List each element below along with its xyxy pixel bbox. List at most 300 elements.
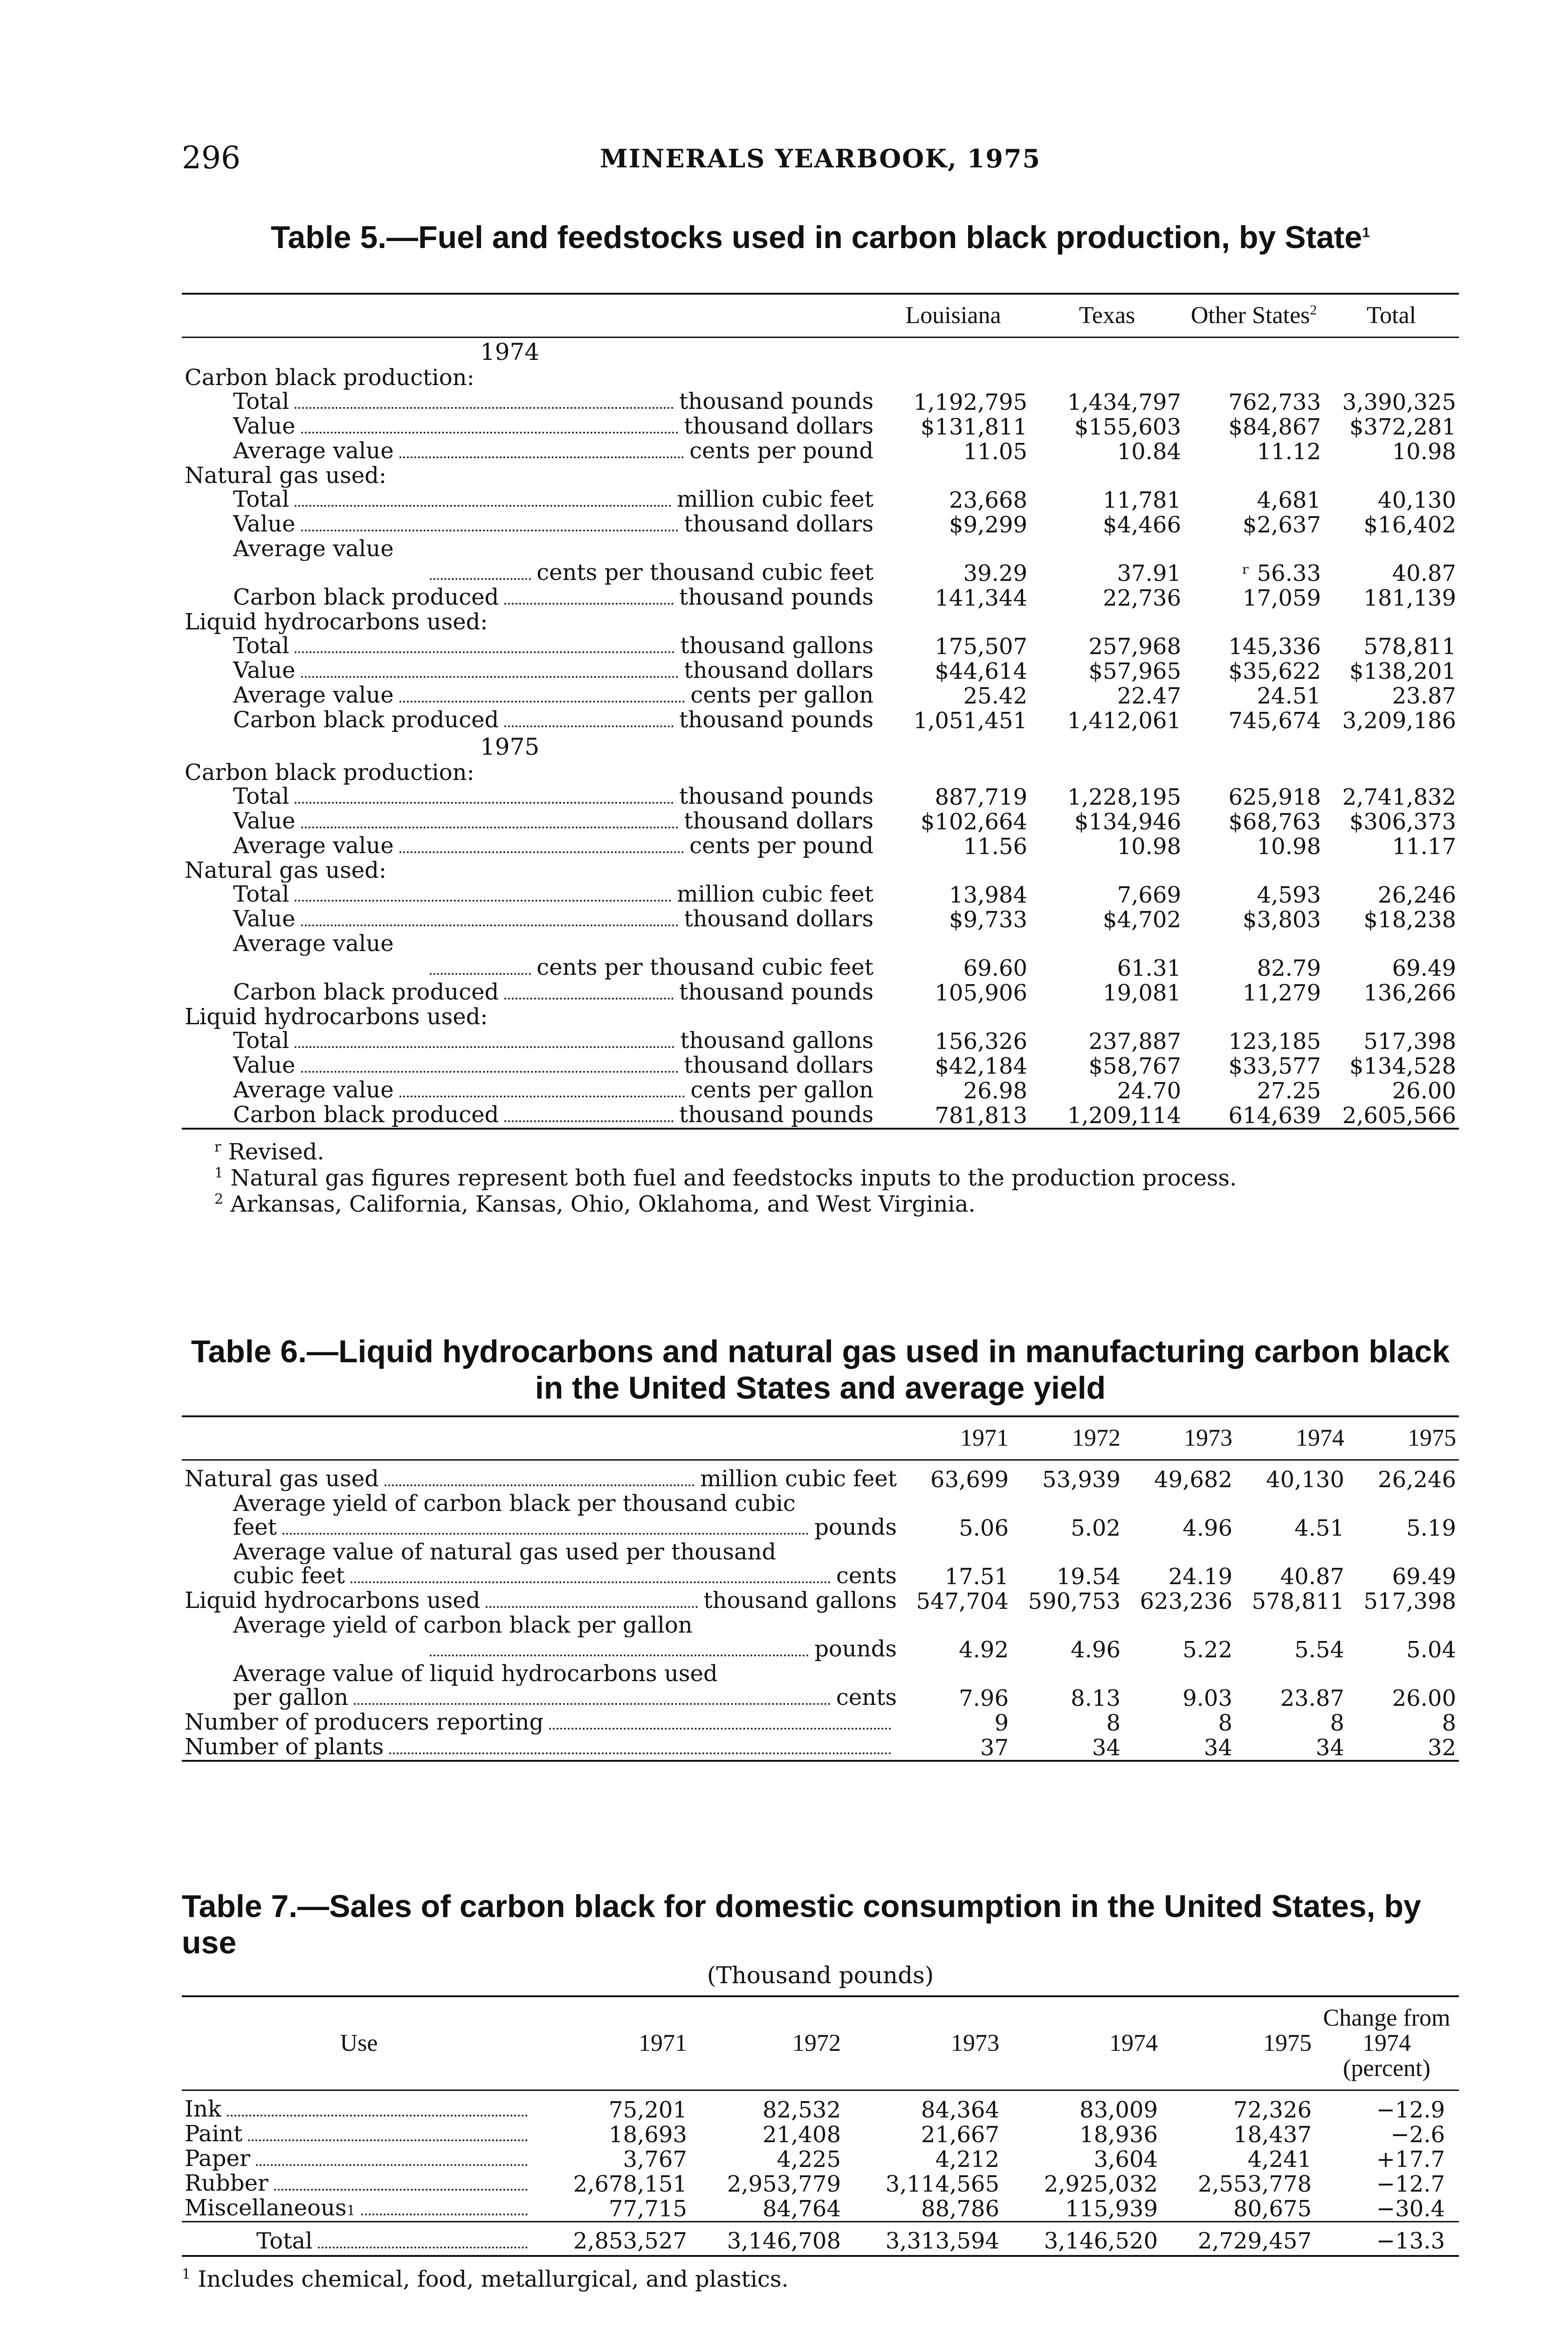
table-row [182,1516,1459,1540]
table-cell: 69.49 [1392,1564,1456,1590]
row-label-text: Natural gas used [185,1466,379,1492]
table-cell: 17.51 [944,1564,1009,1590]
footnote: $^2$ Arkansas, California, Kansas, Ohio, Oklahoma, and West Virginia. [214,1191,976,1217]
table-cell: 34 [1204,1735,1232,1761]
leader-dots [385,1484,695,1486]
column-header: 1972 [1072,1425,1121,1451]
table-7-header-row [182,1996,1459,2090]
table-cell: 4.92 [959,1637,1009,1663]
leader-dots [227,2115,528,2117]
row-label [182,610,876,634]
table-row [182,537,1459,561]
table-cell [1324,537,1459,561]
table-cell: 623,236 [1140,1588,1232,1614]
table-cell: 625,918 [1228,784,1321,810]
table-cell: $2,637 [1243,512,1321,538]
table-cell: 11,279 [1243,980,1321,1006]
row-label [182,859,876,883]
row-label [182,956,876,980]
row-label [182,488,876,512]
leader-dots [248,2139,528,2141]
table-cell: 5.19 [1406,1515,1456,1541]
table-cell [900,1492,1011,1516]
leader-dots [361,2214,528,2215]
table-cell: 257,968 [1088,634,1181,660]
table-cell: 4.51 [1294,1515,1344,1541]
table-cell: 4,681 [1257,487,1321,513]
table-row [182,1103,1459,1129]
row-label-text: Total [256,2228,313,2254]
table-cell [1184,859,1324,883]
leader-dots [504,603,674,605]
table-cell [1324,932,1459,956]
row-label-text: Value [233,414,296,439]
table-cell: −13.3 [1376,2228,1445,2254]
leader-dots [301,1071,679,1073]
row-label [182,1005,876,1029]
table-cell: 156,326 [935,1028,1027,1055]
row-label-text: Liquid hydrocarbons used: [185,610,488,634]
row-unit: thousand dollars [684,907,873,932]
table-cell: 1,209,114 [1067,1103,1181,1129]
table-cell [1324,1005,1459,1029]
row-unit: cents per pound [689,439,873,464]
table-5 [182,219,1459,1217]
table-row [182,512,1459,537]
table-cell: $44,614 [935,658,1027,684]
row-unit: cents per thousand cubic feet [536,561,873,586]
row-label-text: Paint [185,2122,243,2147]
table-cell: −12.7 [1376,2171,1445,2197]
leader-dots [295,505,671,507]
table-cell: 2,741,832 [1342,784,1456,810]
table-cell: 3,114,565 [885,2171,999,2197]
row-label [182,1029,876,1054]
row-label-text: Ink [185,2096,221,2122]
table-7-body [182,2090,1459,2256]
table-row [182,659,1459,683]
row-label-text: Average value [233,834,394,859]
row-label-text: Number of producers reporting [185,1710,544,1735]
column-header: 1971 [960,1425,1009,1451]
table-cell [1235,1662,1347,1686]
table-cell [1030,932,1184,956]
column-header: Other States$^2$ [1190,302,1317,329]
row-unit: thousand pounds [679,980,873,1005]
row-label-text: Carbon black produced [233,980,499,1005]
row-label-text: Value [233,907,296,932]
table-cell: 61.31 [1117,955,1181,981]
table-cell [1123,1492,1235,1516]
table-cell: 25.42 [963,683,1027,709]
row-label-text: Miscellaneous [185,2196,347,2221]
row-label [182,1637,900,1662]
table-cell: $18,238 [1363,907,1456,933]
table-cell [1123,1614,1235,1637]
table-cell: 40,130 [1266,1467,1344,1493]
leader-dots [504,998,674,1000]
table-row [182,439,1459,464]
table-cell: 3,767 [623,2146,687,2172]
total-row [182,2222,1459,2256]
table-cell: 26.00 [1392,1078,1456,1104]
table-cell: 84,764 [763,2196,841,2222]
table-cell: $155,603 [1074,414,1181,440]
table-cell: 3,313,594 [885,2228,999,2254]
table-cell: 175,507 [935,634,1027,660]
table-cell: 18,437 [1233,2122,1312,2148]
row-label-text: Average value [233,537,394,561]
row-unit: pounds [814,1516,897,1540]
table-row [182,761,1459,785]
table-row [182,2090,1459,2123]
page-header [182,140,1459,182]
table-cell: 4,241 [1247,2146,1312,2172]
table-cell [1184,761,1324,785]
column-header: 1975 [1408,1425,1456,1451]
table-row [182,464,1459,488]
year-label: 1975 [480,733,540,760]
table-cell: 745,674 [1228,708,1321,734]
table-cell: 26,246 [1378,1467,1456,1493]
table-7-subtitle: (Thousand pounds) [707,1962,934,1989]
row-unit: million cubic feet [677,883,873,907]
table-cell: −2.6 [1390,2122,1445,2148]
table-cell: 3,209,186 [1342,708,1456,734]
table-cell: 82.79 [1257,955,1321,981]
table-cell [1184,610,1324,634]
row-unit: cents per pound [689,834,873,859]
row-label-text: Carbon black produced [233,586,499,610]
leader-dots [399,851,684,853]
column-header: Change from 1974 (percent) [1323,2005,1451,2082]
row-label [182,439,876,464]
table-cell: 136,266 [1363,980,1456,1006]
table-cell: $102,664 [920,809,1027,835]
column-header: 1974 [1296,1425,1344,1451]
table-cell: 578,811 [1363,634,1456,660]
table-cell [876,1005,1030,1029]
row-unit: thousand pounds [679,390,873,414]
row-label [182,1735,900,1761]
table-cell: 88,786 [921,2196,999,2222]
row-label [182,809,876,834]
table-cell: 21,667 [921,2122,999,2148]
leader-dots [504,1120,674,1122]
table-cell [1184,1005,1324,1029]
row-label [182,366,876,390]
table-cell: 53,939 [1042,1467,1121,1493]
leader-dots [430,1655,809,1656]
row-label-text: Total [233,883,289,907]
year-row [182,338,1459,366]
table-cell: 40.87 [1280,1564,1344,1590]
table-cell [1347,1540,1459,1564]
table-row [182,932,1459,956]
table-cell: 72,326 [1233,2097,1312,2123]
table-cell: ʳ 56.33 [1242,560,1321,586]
table-cell [1123,1662,1235,1686]
row-label [182,2122,536,2147]
table-cell: 8 [1330,1710,1344,1736]
row-label [182,2147,536,2172]
table-row [182,785,1459,809]
table-row [182,488,1459,512]
table-row [182,1492,1459,1516]
leader-dots [399,456,684,458]
table-cell [900,1662,1011,1686]
row-label-text: Average value [233,439,394,464]
table-cell: 5.06 [959,1515,1009,1541]
row-label [182,834,876,859]
table-cell: 3,390,325 [1342,389,1456,415]
row-unit: cents per gallon [690,683,873,708]
leader-dots [389,1752,891,1754]
row-label [182,464,876,488]
table-row [182,2122,1459,2147]
row-label [182,1686,900,1710]
table-cell: 2,853,527 [573,2228,687,2254]
row-label [182,907,876,932]
table-cell: 11.12 [1257,439,1321,465]
footnote: $^1$ Natural gas figures represent both fuel and feedstocks inputs to the production process. [214,1165,1237,1191]
row-label [182,1078,876,1103]
table-cell: $16,402 [1363,512,1456,538]
table-cell: 2,729,457 [1197,2228,1312,2254]
leader-dots [354,1703,831,1705]
table-row [182,634,1459,659]
column-header: 1971 [639,2030,687,2056]
table-cell: 17,059 [1243,585,1321,611]
table-cell [1235,1492,1347,1516]
row-label-text: Average value of liquid hydrocarbons used [233,1662,718,1686]
table-5-grid [182,293,1459,1130]
table-cell [1235,1540,1347,1564]
table-cell: 8 [1218,1710,1232,1736]
table-row [182,809,1459,834]
table-cell [1030,761,1184,785]
table-cell: 22,736 [1103,585,1181,611]
table-cell [1030,366,1184,390]
table-5-footnotes [182,1139,1459,1217]
row-label-text: Average yield of carbon black per thousand cubic [233,1492,796,1516]
table-cell [876,610,1030,634]
row-unit: thousand pounds [679,586,873,610]
table-row [182,1005,1459,1029]
row-label [182,708,876,733]
leader-dots [274,2189,528,2191]
table-row [182,1637,1459,1662]
row-label [182,659,876,683]
table-cell [876,761,1030,785]
leader-dots [295,1046,674,1048]
table-cell: 24.70 [1117,1078,1181,1104]
table-cell: 4,212 [935,2146,999,2172]
row-label [182,537,876,561]
table-6-stub-header [182,1416,900,1460]
row-label-text: Number of plants [185,1735,384,1760]
table-cell [1030,610,1184,634]
table-cell: 11.17 [1392,834,1456,860]
row-label-text: Carbon black production: [185,366,475,390]
table-row [182,980,1459,1005]
row-unit: cents per thousand cubic feet [536,956,873,980]
row-label [182,1516,900,1540]
table-row [182,1029,1459,1054]
table-cell [1011,1540,1123,1564]
leader-dots [399,1096,685,1097]
table-cell [1123,1540,1235,1564]
table-row [182,2172,1459,2196]
table-row [182,1540,1459,1564]
table-row [182,907,1459,932]
row-label-text: Liquid hydrocarbons used [185,1589,481,1614]
table-cell [1324,761,1459,785]
table-cell: $9,733 [949,907,1027,933]
row-unit: cents [836,1564,897,1589]
row-label [182,586,876,610]
table-cell: 7,669 [1117,882,1181,908]
table-cell: 9 [994,1710,1009,1736]
table-cell: 24.19 [1168,1564,1232,1590]
table-7-footnote: $^1$ Includes chemical, food, metallurgical, and plastics. [182,2266,789,2292]
table-cell [1347,1662,1459,1686]
column-header: 1974 [1109,2030,1158,2056]
table-cell: 24.51 [1257,683,1321,709]
table-cell [876,464,1030,488]
row-label-text: Liquid hydrocarbons used: [185,1005,488,1029]
table-row [182,1710,1459,1735]
column-header: Louisiana [905,302,1001,329]
table-cell: 5.02 [1071,1515,1121,1541]
row-label [182,1564,900,1589]
table-cell: $4,466 [1103,512,1181,538]
table-cell: 75,201 [609,2097,687,2123]
leader-dots [282,1533,809,1535]
column-header: Texas [1079,302,1135,329]
row-unit: thousand dollars [684,512,873,537]
row-label [182,883,876,907]
table-row [182,883,1459,907]
row-label [182,980,876,1005]
table-cell [1347,1492,1459,1516]
leader-dots [301,530,679,531]
table-cell: 2,925,032 [1044,2171,1158,2197]
table-cell [1324,859,1459,883]
table-cell: 39.29 [963,560,1027,586]
table-cell: 4.96 [1183,1515,1232,1541]
table-row [182,2196,1459,2222]
table-cell: 11,781 [1103,487,1181,513]
table-cell: 34 [1315,1735,1344,1761]
row-unit: million cubic feet [677,488,873,512]
table-cell: $306,373 [1349,809,1456,835]
row-label: Miscellaneous 1 [182,2196,536,2222]
row-label-text: Value [233,659,296,683]
row-label [182,2172,536,2196]
table-cell: 26,246 [1378,882,1456,908]
table-cell [1184,464,1324,488]
row-label-text: Natural gas used: [185,464,387,488]
table-cell [1030,464,1184,488]
row-label [182,1589,900,1614]
leader-dots [295,407,674,409]
leader-dots [295,900,671,902]
row-label [182,561,876,586]
table-cell [1011,1614,1123,1637]
row-label-text: Total [233,785,289,809]
table-cell: 145,336 [1228,634,1321,660]
row-label-text: Carbon black production: [185,761,475,785]
row-label-text: Average value [233,1078,394,1103]
table-cell: 1,412,061 [1067,708,1181,734]
row-label-text: Average yield of carbon black per gallon [233,1614,693,1637]
row-label-text: Carbon black produced [233,708,499,733]
table-cell: 23.87 [1392,683,1456,709]
table-cell [1235,1614,1347,1637]
row-unit: million cubic feet [700,1466,897,1492]
table-row [182,1054,1459,1078]
table-cell: $42,184 [935,1053,1027,1079]
row-label-text: feet [233,1516,277,1540]
table-cell: 49,682 [1154,1467,1232,1493]
table-row [182,1589,1459,1614]
row-label [182,1540,900,1564]
table-cell: 123,185 [1228,1028,1321,1055]
table-cell: 5.22 [1183,1637,1232,1663]
row-label [182,1710,900,1735]
table-cell [1011,1662,1123,1686]
table-cell: 4,225 [777,2146,841,2172]
table-cell: 69.60 [963,955,1027,981]
table-cell: 13,984 [949,882,1027,908]
row-unit: thousand dollars [684,809,873,834]
table-cell [876,366,1030,390]
table-cell: 3,604 [1093,2146,1158,2172]
table-cell: 40.87 [1392,560,1456,586]
table-cell: $134,946 [1074,809,1181,835]
row-unit: thousand pounds [679,1103,873,1128]
table-cell: 237,887 [1088,1028,1181,1055]
leader-dots [504,725,674,727]
column-header: Use [340,2030,378,2056]
table-6-header-row [182,1416,1459,1460]
table-cell: 4,593 [1257,882,1321,908]
row-label-text: cubic feet [233,1564,345,1589]
table-cell: 23,668 [949,487,1027,513]
row-unit: thousand dollars [684,414,873,439]
table-cell: 10.98 [1257,834,1321,860]
row-label-text: Value [233,512,296,537]
row-label-text: Total [233,1029,289,1054]
table-cell: $35,622 [1228,658,1321,684]
table-7-grid [182,1995,1459,2257]
table-cell: $84,867 [1228,414,1321,440]
table-cell: 19.54 [1056,1564,1121,1590]
table-5-title: Table 5.—Fuel and feedstocks used in carbon black production, by State$^1$ [270,220,1370,255]
table-cell: 10.98 [1392,439,1456,465]
table-cell: −12.9 [1376,2097,1445,2123]
row-unit: thousand gallons [680,634,873,659]
table-cell: 37.91 [1117,560,1181,586]
table-cell: 2,553,778 [1197,2171,1312,2197]
table-cell [1030,1005,1184,1029]
table-cell [1184,932,1324,956]
leader-dots [256,2164,528,2166]
table-row [182,1564,1459,1589]
table-cell: 18,693 [609,2122,687,2148]
column-header: 1975 [1263,2030,1312,2056]
